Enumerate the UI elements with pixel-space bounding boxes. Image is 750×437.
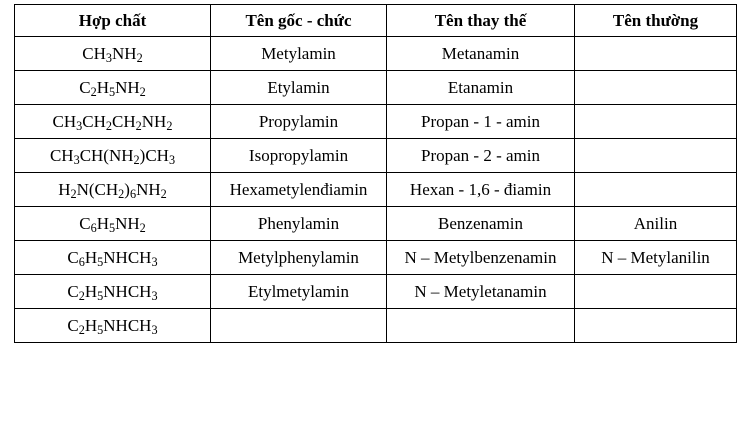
cell-compound-formula: $C_6H_5NHCH_3$ bbox=[15, 241, 211, 275]
table-row bbox=[15, 139, 737, 173]
table-row bbox=[15, 173, 737, 207]
table-row bbox=[15, 105, 737, 139]
cell-substitutive-name: Metanamin bbox=[387, 37, 575, 71]
table-row bbox=[15, 309, 737, 343]
cell-radical-functional-name: Metylamin bbox=[211, 37, 387, 71]
column-header-common: Tên thường bbox=[575, 5, 737, 37]
cell-common-name: Anilin bbox=[575, 207, 737, 241]
document-page bbox=[0, 4, 750, 437]
table-body bbox=[15, 37, 737, 343]
cell-radical-functional-name: Hexametylenđiamin bbox=[211, 173, 387, 207]
cell-compound-formula: $C_6H_5NH_2$ bbox=[15, 207, 211, 241]
cell-substitutive-name: Etanamin bbox=[387, 71, 575, 105]
cell-substitutive-name: Propan - 2 - amin bbox=[387, 139, 575, 173]
table-header bbox=[15, 5, 737, 37]
table-header-row bbox=[15, 5, 737, 37]
cell-compound-formula: $CH_3CH(NH_2)CH_3$ bbox=[15, 139, 211, 173]
cell-common-name bbox=[575, 173, 737, 207]
cell-substitutive-name bbox=[387, 309, 575, 343]
cell-radical-functional-name: Metylphenylamin bbox=[211, 241, 387, 275]
table-row bbox=[15, 207, 737, 241]
cell-radical-functional-name: Propylamin bbox=[211, 105, 387, 139]
cell-radical-functional-name: Etylamin bbox=[211, 71, 387, 105]
cell-substitutive-name: N – Metylbenzenamin bbox=[387, 241, 575, 275]
cell-common-name bbox=[575, 309, 737, 343]
cell-substitutive-name: Propan - 1 - amin bbox=[387, 105, 575, 139]
table-row bbox=[15, 71, 737, 105]
table-row bbox=[15, 241, 737, 275]
cell-radical-functional-name bbox=[211, 309, 387, 343]
table-row bbox=[15, 37, 737, 71]
column-header-radical-functional: Tên gốc - chức bbox=[211, 5, 387, 37]
cell-common-name bbox=[575, 139, 737, 173]
cell-common-name bbox=[575, 37, 737, 71]
cell-common-name: N – Metylanilin bbox=[575, 241, 737, 275]
cell-compound-formula: $H_2N(CH_2)_6NH_2$ bbox=[15, 173, 211, 207]
cell-common-name bbox=[575, 71, 737, 105]
cell-common-name bbox=[575, 105, 737, 139]
cell-compound-formula: $C_2H_5NHCH_3$ bbox=[15, 309, 211, 343]
cell-radical-functional-name: Phenylamin bbox=[211, 207, 387, 241]
cell-substitutive-name: Benzenamin bbox=[387, 207, 575, 241]
cell-compound-formula: $CH_3NH_2$ bbox=[15, 37, 211, 71]
column-header-substitutive: Tên thay thế bbox=[387, 5, 575, 37]
cell-substitutive-name: N – Metyletanamin bbox=[387, 275, 575, 309]
table-row bbox=[15, 275, 737, 309]
column-header-compound: Hợp chất bbox=[15, 5, 211, 37]
cell-compound-formula: $C_2H_5NH_2$ bbox=[15, 71, 211, 105]
cell-common-name bbox=[575, 275, 737, 309]
cell-radical-functional-name: Etylmetylamin bbox=[211, 275, 387, 309]
cell-compound-formula: $CH_3CH_2CH_2NH_2$ bbox=[15, 105, 211, 139]
cell-radical-functional-name: Isopropylamin bbox=[211, 139, 387, 173]
cell-substitutive-name: Hexan - 1,6 - điamin bbox=[387, 173, 575, 207]
amine-nomenclature-table bbox=[14, 4, 737, 343]
cell-compound-formula: $C_2H_5NHCH_3$ bbox=[15, 275, 211, 309]
